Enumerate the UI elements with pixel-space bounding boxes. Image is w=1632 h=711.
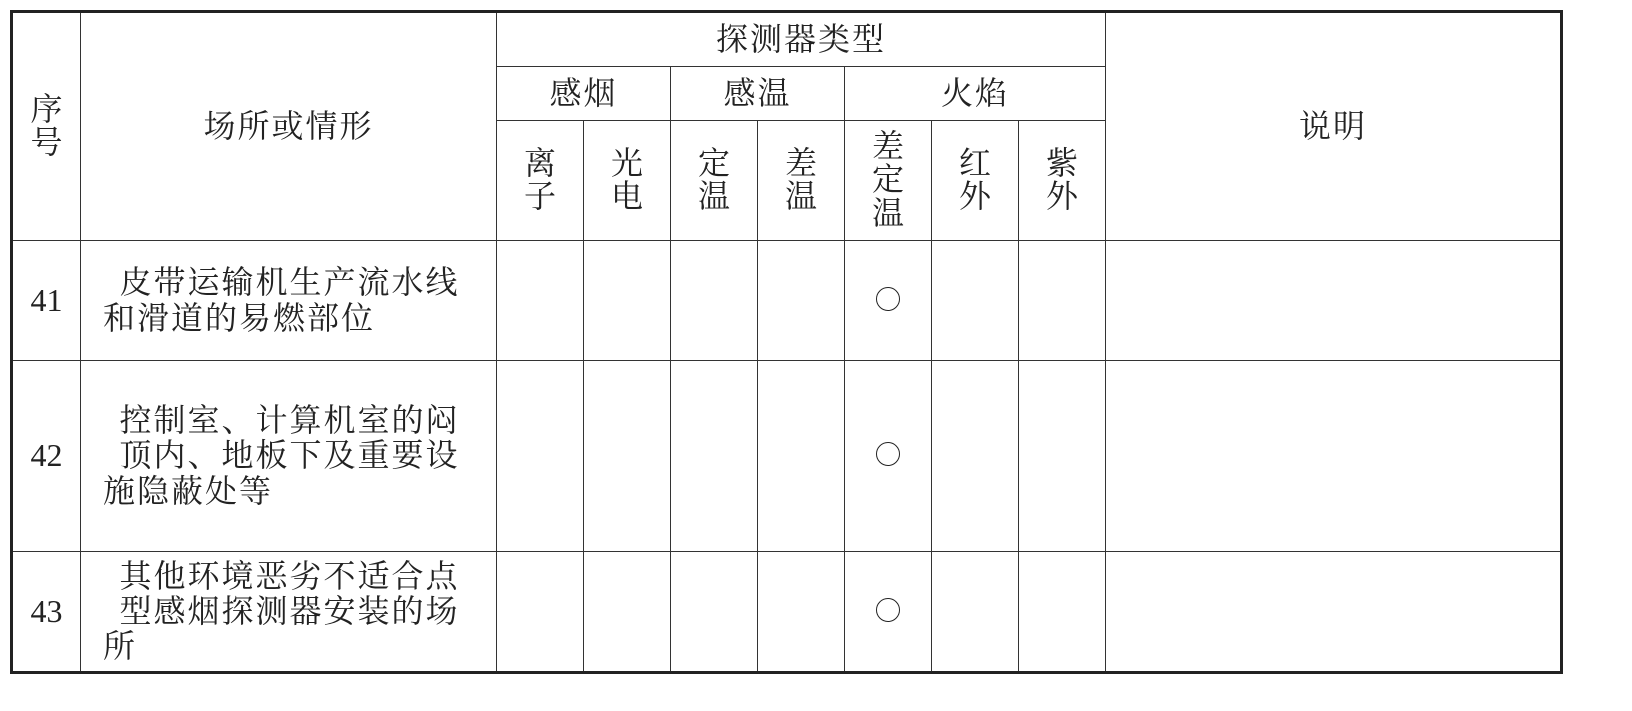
row-number: 42 — [12, 361, 81, 552]
header-place: 场所或情形 — [81, 12, 497, 241]
circle-mark-icon — [876, 287, 900, 311]
row-note — [1106, 241, 1562, 361]
header-group-smoke: 感烟 — [497, 67, 671, 121]
header-subtype-photoelectric: 光电 — [584, 121, 671, 241]
header-notes: 说明 — [1106, 12, 1562, 241]
header-seq: 序号 — [12, 12, 81, 241]
detector-table — [10, 10, 1563, 674]
cell-fixed-temp — [671, 552, 758, 673]
row-number: 41 — [12, 241, 81, 361]
row-number: 43 — [12, 552, 81, 673]
header-subtype-infrared: 红外 — [932, 121, 1019, 241]
header-group-flame: 火焰 — [845, 67, 1106, 121]
circle-mark-icon — [876, 442, 900, 466]
cell-combined-heat — [845, 241, 932, 361]
table-row — [12, 552, 1562, 673]
cell-photoelectric — [584, 241, 671, 361]
cell-combined-heat — [845, 552, 932, 673]
row-note — [1106, 361, 1562, 552]
cell-infrared — [932, 361, 1019, 552]
cell-infrared — [932, 241, 1019, 361]
header-subtype-combined-heat: 差定温 — [845, 121, 932, 241]
row-place: 控制室、计算机室的闷顶内、地板下及重要设施隐蔽处等 — [81, 361, 497, 552]
cell-infrared — [932, 552, 1019, 673]
circle-mark-icon — [876, 598, 900, 622]
table-row — [12, 361, 1562, 552]
cell-ionization — [497, 552, 584, 673]
cell-combined-heat — [845, 361, 932, 552]
cell-photoelectric — [584, 552, 671, 673]
row-place: 其他环境恶劣不适合点型感烟探测器安装的场所 — [81, 552, 497, 673]
header-group-heat: 感温 — [671, 67, 845, 121]
cell-ultraviolet — [1019, 361, 1106, 552]
cell-rate-of-rise — [758, 241, 845, 361]
cell-rate-of-rise — [758, 361, 845, 552]
header-subtype-fixed-temp: 定温 — [671, 121, 758, 241]
cell-fixed-temp — [671, 361, 758, 552]
row-note — [1106, 552, 1562, 673]
cell-ultraviolet — [1019, 241, 1106, 361]
header-detector-type: 探测器类型 — [497, 12, 1106, 67]
cell-photoelectric — [584, 361, 671, 552]
header-subtype-rate-of-rise: 差温 — [758, 121, 845, 241]
cell-rate-of-rise — [758, 552, 845, 673]
cell-ultraviolet — [1019, 552, 1106, 673]
row-place: 皮带运输机生产流水线和滑道的易燃部位 — [81, 241, 497, 361]
cell-ionization — [497, 241, 584, 361]
cell-fixed-temp — [671, 241, 758, 361]
table-row — [12, 241, 1562, 361]
header-subtype-ionization: 离子 — [497, 121, 584, 241]
cell-ionization — [497, 361, 584, 552]
header-subtype-ultraviolet: 紫外 — [1019, 121, 1106, 241]
